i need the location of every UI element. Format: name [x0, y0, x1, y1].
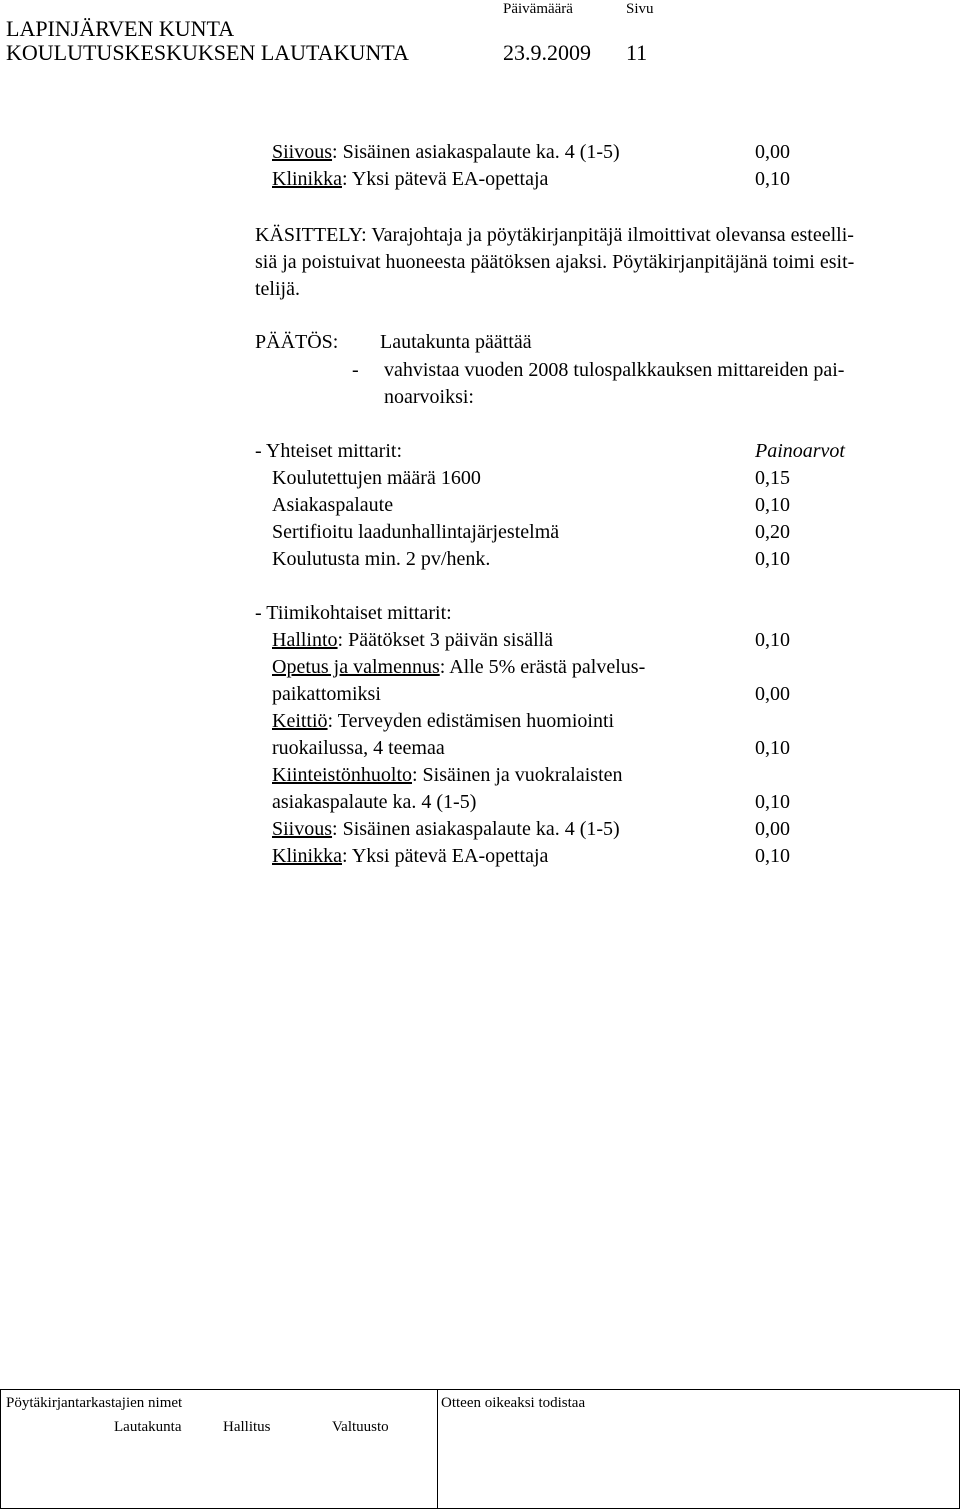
table-row [0, 546, 960, 573]
weight-value: 0,10 [755, 548, 790, 570]
weight-value: 0,15 [755, 467, 790, 489]
unit-name: Siivous [272, 141, 333, 163]
metric-label: Asiakaspalaute [272, 494, 394, 516]
table-row [0, 843, 960, 870]
list-item [0, 139, 960, 166]
table-row [0, 735, 960, 762]
unit-name: Klinikka [272, 845, 342, 867]
unit-name: Kiinteistönhuolto [272, 764, 412, 786]
common-metrics-heading: - Yhteiset mittarit: [255, 440, 403, 462]
date-label: Päivämäärä [503, 1, 573, 17]
kasittely-line: telijä. [255, 278, 300, 300]
criterion-text: : Sisäinen asiakaspalaute ka. 4 (1-5) [332, 141, 620, 163]
weight-value: 0,10 [755, 737, 790, 759]
weight-value: 0,10 [755, 845, 790, 867]
metric-label: Sertifioitu laadunhallintajärjestelmä [272, 521, 560, 543]
table-row [0, 708, 960, 735]
certified-label: Otteen oikeaksi todistaa [441, 1395, 586, 1411]
reviewers-label: Pöytäkirjantarkastajien nimet [6, 1395, 183, 1411]
table-row [0, 816, 960, 843]
list-item [0, 166, 960, 193]
weight-value: 0,00 [755, 818, 790, 840]
table-row [0, 681, 960, 708]
unit-name: Klinikka [272, 168, 342, 190]
unit-name: Hallinto [272, 629, 338, 651]
page-label: Sivu [626, 1, 654, 17]
table-row [0, 492, 960, 519]
weight-value: 0,10 [755, 791, 790, 813]
metric-label: Koulutusta min. 2 pv/henk. [272, 548, 491, 570]
paatos-item-cont: noarvoiksi: [384, 386, 474, 408]
paatos-intro: Lautakunta päättää [380, 331, 532, 353]
criterion-text: : Terveyden edistämisen huomiointi [327, 710, 615, 732]
org-name: LAPINJÄRVEN KUNTA [6, 16, 235, 41]
weight-value: 0,20 [755, 521, 790, 543]
criterion-text: : Yksi pätevä EA-opettaja [342, 845, 549, 867]
footer-divider [437, 1389, 438, 1508]
weight-value: 0,10 [755, 168, 790, 190]
team-metrics-heading: - Tiimikohtaiset mittarit: [255, 602, 452, 624]
criterion-text: asiakaspalaute ka. 4 (1-5) [272, 791, 477, 813]
paatos-label: PÄÄTÖS: [255, 331, 339, 353]
unit-name: Opetus ja valmennus [272, 656, 440, 678]
criterion-text: paikattomiksi [272, 683, 381, 705]
kasittely-line: siä ja poistuivat huoneesta päätöksen ajaksi. Pöytäkirjanpitäjänä toimi esit- [255, 251, 855, 273]
weights-heading: Painoarvot [755, 440, 845, 462]
footer-col-lautakunta: Lautakunta [114, 1419, 182, 1435]
criterion-text: ruokailussa, 4 teemaa [272, 737, 445, 759]
unit-name: Siivous [272, 818, 333, 840]
kasittely-line: KÄSITTELY: Varajohtaja ja pöytäkirjanpitäjä ilmoittivat olevansa esteelli- [255, 224, 854, 246]
unit-name: Keittiö [272, 710, 328, 732]
weight-value: 0,00 [755, 141, 790, 163]
weight-value: 0,00 [755, 683, 790, 705]
metric-label: Koulutettujen määrä 1600 [272, 467, 481, 489]
criterion-text: : Yksi pätevä EA-opettaja [342, 168, 549, 190]
table-row [0, 627, 960, 654]
table-row [0, 762, 960, 789]
criterion-text: : Sisäinen asiakaspalaute ka. 4 (1-5) [332, 818, 620, 840]
document-date: 23.9.2009 [503, 40, 591, 65]
weight-value: 0,10 [755, 494, 790, 516]
table-row [0, 789, 960, 816]
paatos-item: vahvistaa vuoden 2008 tulospalkkauksen mittareiden pai- [384, 359, 845, 381]
footer-col-valtuusto: Valtuusto [332, 1419, 389, 1435]
table-row [0, 519, 960, 546]
board-name: KOULUTUSKESKUKSEN LAUTAKUNTA [6, 40, 409, 65]
weight-value: 0,10 [755, 629, 790, 651]
table-row [0, 465, 960, 492]
page-number: 11 [626, 40, 648, 65]
criterion-text: : Sisäinen ja vuokralaisten [412, 764, 623, 786]
criterion-text: : Päätökset 3 päivän sisällä [337, 629, 554, 651]
criterion-text: : Alle 5% erästä palvelus- [439, 656, 646, 678]
footer-col-hallitus: Hallitus [223, 1419, 271, 1435]
list-dash: - [352, 359, 359, 381]
table-row [0, 654, 960, 681]
